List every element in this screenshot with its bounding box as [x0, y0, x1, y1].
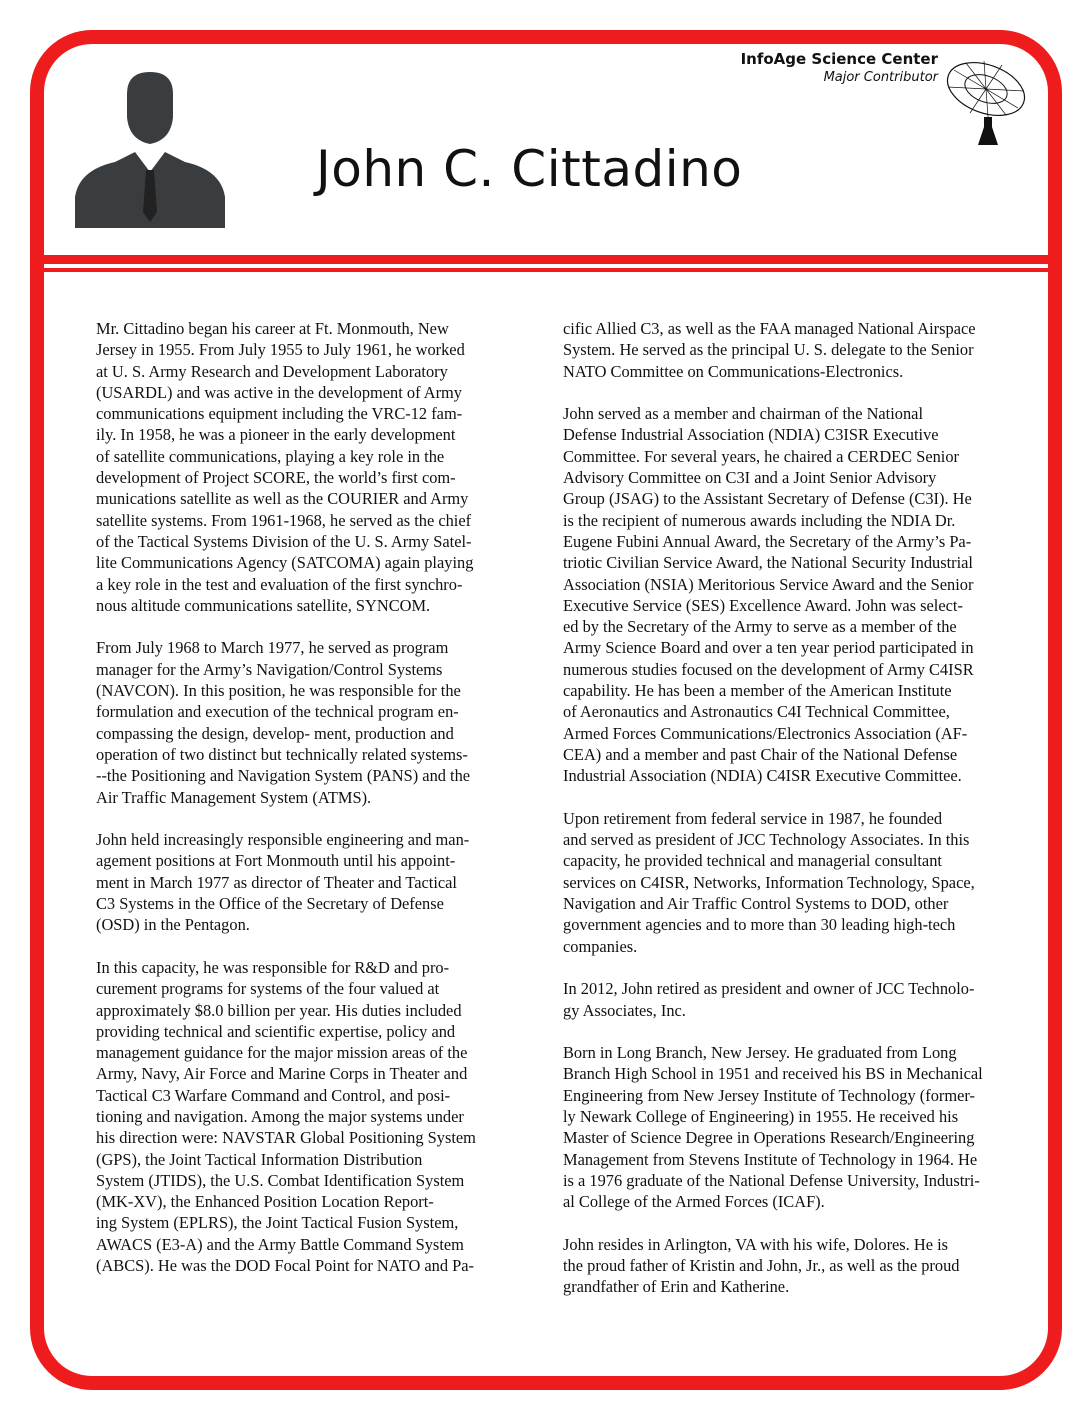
bio-paragraph	[563, 403, 983, 786]
text-line: In 2012, John retired as president and owner of JCC Technolo-	[563, 979, 975, 999]
header-divider-thin	[44, 268, 1062, 272]
text-line: lite Communications Agency (SATCOMA) again playing	[96, 553, 474, 573]
org-label	[741, 50, 938, 85]
text-line: compassing the design, develop- ment, production and	[96, 723, 454, 743]
bio-paragraph	[96, 829, 476, 935]
text-line: ment in March 1977 as director of Theater and Tactical	[96, 872, 457, 892]
satellite-dish-icon	[944, 55, 1032, 147]
org-name: InfoAge Science Center	[740, 50, 938, 68]
text-line: curement programs for systems of the four valued at	[96, 979, 440, 999]
text-line: (USARDL) and was active in the development of Army	[96, 382, 462, 402]
text-line: Army Science Board and over a ten year period participated in	[563, 638, 974, 658]
text-line: ing System (EPLRS), the Joint Tactical Fusion System,	[96, 1213, 459, 1233]
header-divider	[44, 255, 1062, 264]
text-line: From July 1968 to March 1977, he served as program	[96, 638, 449, 658]
text-line: cific Allied C3, as well as the FAA managed National Airspace	[563, 319, 976, 338]
text-line: nous altitude communications satellite, SYNCOM.	[96, 595, 431, 615]
person-silhouette-icon	[75, 72, 225, 228]
text-line: (MK-XV), the Enhanced Position Location Report-	[96, 1192, 434, 1212]
text-line: C3 Systems in the Office of the Secretary of Defense	[96, 894, 444, 914]
text-line: Mr. Cittadino began his career at Ft. Monmouth, New	[96, 319, 449, 338]
text-line: Association (NSIA) Meritorious Service Award and the Senior	[563, 574, 974, 594]
bio-paragraph	[96, 957, 476, 1276]
text-line: Army, Navy, Air Force and Marine Corps in Theater and	[96, 1064, 468, 1084]
text-line: of the Tactical Systems Division of the U. S. Army Satel-	[96, 531, 472, 551]
text-line: NATO Committee on Communications-Electronics.	[563, 361, 904, 381]
text-line: formulation and execution of the technical program en-	[96, 702, 459, 722]
text-line: John served as a member and chairman of the National	[563, 404, 924, 424]
text-line: Armed Forces Communications/Electronics Association (AF-	[563, 723, 968, 743]
text-line: at U. S. Army Research and Development Laboratory	[96, 361, 448, 381]
text-line: government agencies and to more than 30 leading high-tech	[563, 915, 956, 935]
bio-paragraph	[563, 1234, 983, 1298]
bio-paragraph	[96, 637, 476, 807]
text-line: manager for the Army’s Navigation/Control Systems	[96, 659, 443, 679]
text-line: Executive Service (SES) Excellence Award. John was select-	[563, 595, 963, 615]
text-line: gy Associates, Inc.	[563, 1000, 686, 1020]
text-line: ily. In 1958, he was a pioneer in the early development	[96, 425, 456, 445]
text-line: and served as president of JCC Technology Associates. In this	[563, 830, 970, 850]
text-line: ed by the Secretary of the Army to serve as a member of the	[563, 617, 957, 637]
page-title: John C. Cittadino	[316, 140, 743, 198]
text-line: Jersey in 1955. From July 1955 to July 1961, he worked	[96, 340, 465, 360]
text-line: is a 1976 graduate of the National Defense University, Industri-	[563, 1170, 980, 1190]
text-line: Advisory Committee on C3I and a Joint Senior Advisory	[563, 468, 937, 488]
text-line: Navigation and Air Traffic Control Systems to DOD, other	[563, 894, 949, 914]
text-line: (NAVCON). In this position, he was responsible for the	[96, 681, 461, 701]
text-line: agement positions at Fort Monmouth until his appoint-	[96, 851, 456, 871]
text-line: John resides in Arlington, VA with his wife, Dolores. He is	[563, 1234, 949, 1254]
text-line: services on C4ISR, Networks, Information Technology, Space,	[563, 872, 975, 892]
text-line: communications equipment including the VRC-12 fam-	[96, 404, 463, 424]
text-line: Master of Science Degree in Operations Research/Engineering	[563, 1128, 975, 1148]
text-line: Defense Industrial Association (NDIA) C3ISR Executive	[563, 425, 939, 445]
text-line: tioning and navigation. Among the major systems under	[96, 1106, 464, 1126]
text-line: Industrial Association (NDIA) C4ISR Executive Committee.	[563, 766, 962, 786]
text-line: the proud father of Kristin and John, Jr., as well as the proud	[563, 1256, 960, 1276]
bio-column-right	[563, 318, 983, 1319]
text-line: Born in Long Branch, New Jersey. He graduated from Long	[563, 1043, 957, 1063]
text-line: development of Project SCORE, the world’s first com-	[96, 468, 456, 488]
text-line: ly Newark College of Engineering) in 1955. He received his	[563, 1106, 959, 1126]
text-line: of satellite communications, playing a key role in the	[96, 446, 445, 466]
text-line: Engineering from New Jersey Institute of Technology (former-	[563, 1085, 975, 1105]
text-line: CEA) and a member and past Chair of the National Defense	[563, 744, 958, 764]
bio-paragraph	[563, 808, 983, 957]
bio-paragraph	[563, 318, 983, 382]
text-line: Committee. For several years, he chaired a CERDEC Senior	[563, 446, 960, 466]
text-line: operation of two distinct but technically related systems-	[96, 744, 468, 764]
text-line: John held increasingly responsible engineering and man-	[96, 830, 470, 850]
text-line: grandfather of Erin and Katherine.	[563, 1277, 790, 1297]
text-line: capacity, he provided technical and managerial consultant	[563, 851, 942, 871]
text-line: is the recipient of numerous awards including the NDIA Dr.	[563, 510, 956, 530]
text-line: (ABCS). He was the DOD Focal Point for NATO and Pa-	[96, 1256, 475, 1276]
text-line: capability. He has been a member of the American Institute	[563, 681, 952, 701]
bio-paragraph	[563, 978, 983, 1021]
text-line: Management from Stevens Institute of Technology in 1964. He	[563, 1149, 978, 1169]
text-line: In this capacity, he was responsible for R&D and pro-	[96, 957, 450, 977]
bio-paragraph	[563, 1042, 983, 1212]
text-line: triotic Civilian Service Award, the National Security Industrial	[563, 553, 973, 573]
text-line: satellite systems. From 1961-1968, he served as the chief	[96, 510, 472, 530]
text-line: his direction were: NAVSTAR Global Positioning System	[96, 1128, 476, 1148]
text-line: munications satellite as well as the COURIER and Army	[96, 489, 469, 509]
text-line: System. He served as the principal U. S. delegate to the Senior	[563, 340, 974, 360]
text-line: management guidance for the major mission areas of the	[96, 1043, 468, 1063]
text-line: a key role in the test and evaluation of the first synchro-	[96, 574, 463, 594]
text-line: (GPS), the Joint Tactical Information Distribution	[96, 1149, 423, 1169]
text-line: (OSD) in the Pentagon.	[96, 915, 250, 935]
bio-paragraph	[96, 318, 476, 616]
text-line: System (JTIDS), the U.S. Combat Identification System	[96, 1170, 465, 1190]
text-line: Air Traffic Management System (ATMS).	[96, 787, 372, 807]
text-line: Group (JSAG) to the Assistant Secretary of Defense (C3I). He	[563, 489, 972, 509]
text-line: approximately $8.0 billion per year. His duties included	[96, 1000, 462, 1020]
text-line: Eugene Fubini Annual Award, the Secretary of the Army’s Pa-	[563, 531, 972, 551]
text-line: AWACS (E3-A) and the Army Battle Command System	[96, 1234, 464, 1254]
text-line: Branch High School in 1951 and received his BS in Mechanical	[563, 1064, 983, 1084]
org-subtitle: Major Contributor	[823, 70, 938, 85]
text-line: providing technical and scientific expertise, policy and	[96, 1021, 456, 1041]
text-line: al College of the Armed Forces (ICAF).	[563, 1192, 825, 1212]
bio-column-left	[96, 318, 476, 1298]
text-line: --the Positioning and Navigation System (PANS) and the	[96, 766, 471, 786]
text-line: numerous studies focused on the development of Army C4ISR	[563, 659, 974, 679]
text-line: of Aeronautics and Astronautics C4I Technical Committee,	[563, 702, 950, 722]
text-line: Tactical C3 Warfare Command and Control, and posi-	[96, 1085, 451, 1105]
text-line: Upon retirement from federal service in 1987, he founded	[563, 808, 943, 828]
text-line: companies.	[563, 936, 638, 956]
